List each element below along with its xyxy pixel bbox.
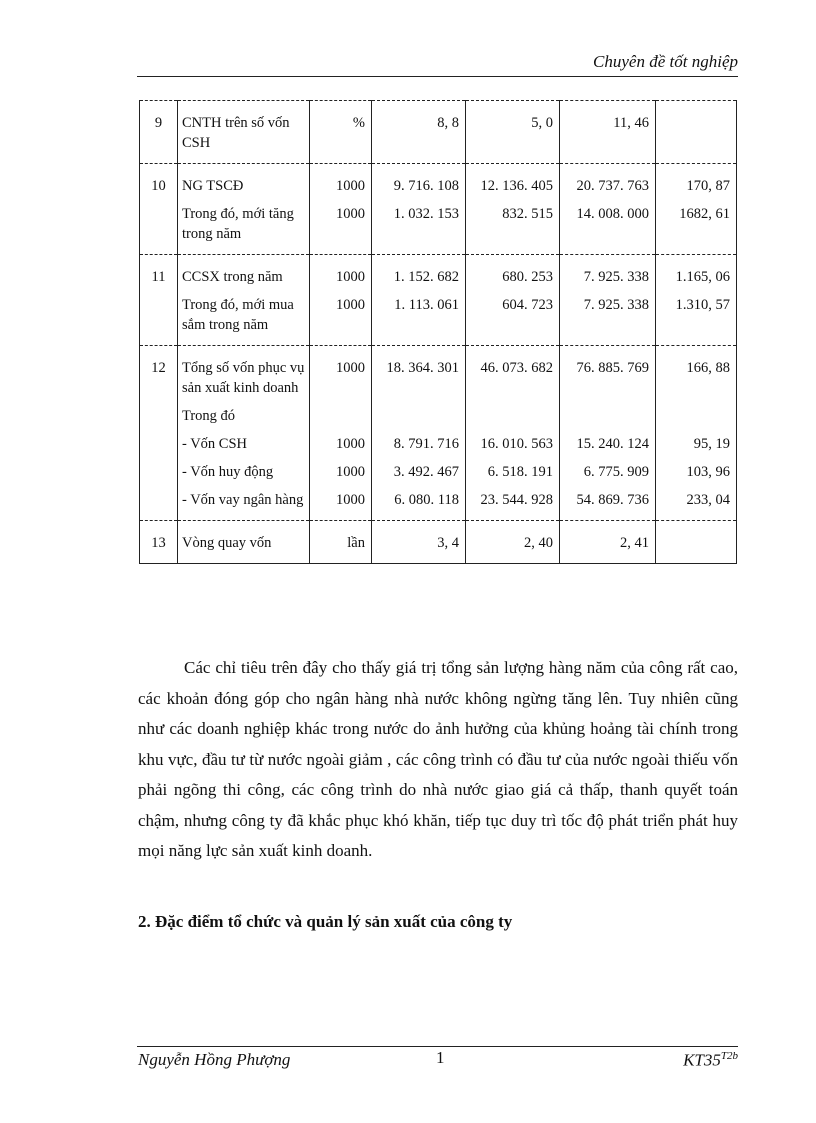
item-text: NG TSCĐ — [182, 178, 244, 194]
value-text: 1.165, 06 — [675, 269, 730, 285]
value-text: 7. 925. 338 — [583, 297, 649, 313]
cell-c1 — [372, 521, 466, 564]
cell-c1 — [372, 164, 466, 255]
cell-stt: 10 — [140, 164, 178, 255]
item-text: Trong đó — [182, 408, 236, 424]
value-text: 5, 0 — [531, 115, 553, 131]
item-text: Tổng số vốn phục vụ sản xuất kinh doanh — [182, 360, 305, 396]
value-text: 11, 46 — [613, 115, 649, 131]
value-text: 604. 723 — [502, 297, 553, 313]
cell-c4 — [656, 164, 737, 255]
item-text: - Vốn vay ngân hàng — [182, 492, 304, 508]
cell-c4 — [656, 101, 737, 164]
value-text: 1.310, 57 — [675, 297, 730, 313]
page-header-title: Chuyên đề tốt nghiệp — [593, 52, 738, 71]
cell-c1 — [372, 255, 466, 346]
value-text: 1000 — [336, 178, 365, 194]
body-paragraph — [138, 653, 738, 867]
value-text: 6. 080. 118 — [394, 492, 459, 508]
value-text: 2, 41 — [620, 535, 649, 551]
cell-item — [178, 346, 310, 521]
cell-c3 — [560, 346, 656, 521]
cell-c4 — [656, 521, 737, 564]
value-text: 1000 — [336, 269, 365, 285]
data-table — [139, 100, 737, 564]
item-text: Trong đó, mới mua sắm trong năm — [182, 297, 294, 333]
table-row — [140, 346, 737, 521]
cell-c3 — [560, 101, 656, 164]
value-text: 8. 791. 716 — [393, 436, 459, 452]
footer-rule — [137, 1046, 738, 1047]
value-text: 166, 88 — [686, 360, 730, 376]
value-text: 23. 544. 928 — [480, 492, 553, 508]
value-text: 6. 775. 909 — [583, 464, 649, 480]
value-text: 1000 — [336, 297, 365, 313]
item-text: - Vốn CSH — [182, 436, 247, 452]
value-text: 95, 19 — [693, 436, 730, 452]
cell-stt: 13 — [140, 521, 178, 564]
value-text: 46. 073. 682 — [480, 360, 553, 376]
value-text: lần — [347, 535, 365, 551]
cell-unit — [310, 346, 372, 521]
cell-unit — [310, 164, 372, 255]
value-text: 1000 — [336, 206, 365, 222]
cell-item — [178, 101, 310, 164]
value-text: 1. 152. 682 — [393, 269, 459, 285]
cell-c1 — [372, 101, 466, 164]
cell-c4 — [656, 346, 737, 521]
item-text: - Vốn huy động — [182, 464, 274, 480]
cell-c3 — [560, 521, 656, 564]
item-text: CCSX trong năm — [182, 269, 283, 285]
value-text: 8, 8 — [437, 115, 459, 131]
value-text: 6. 518. 191 — [487, 464, 553, 480]
value-text: 54. 869. 736 — [576, 492, 649, 508]
cell-item — [178, 255, 310, 346]
cell-c2 — [466, 255, 560, 346]
table-row — [140, 101, 737, 164]
value-text: 1. 113. 061 — [394, 297, 459, 313]
footer-code — [683, 1050, 738, 1071]
value-text: 9. 716. 108 — [393, 178, 459, 194]
body-paragraph-text: Các chỉ tiêu trên đây cho thấy giá trị tổng sản lượng hàng năm của công rất cao, các khoản đóng góp cho ngân hàng nhà nước không ngừng tăng lên. Tuy nhiên cũng như các doanh nghiệp khác trong nước do ảnh hưởng của khủng hoảng tài chính trong khu vực, đầu tư từ nước ngoài giảm , các công trình có đầu tư của nước ngoài thiếu vốn phải ngõng thi công, các công trình do nhà nước giao giá cả thấp, thanh quyết toán chậm, nhưng công ty đã khắc phục khó khăn, tiếp tục duy trì tốc độ phát triển phát huy mọi năng lực sản xuất kinh doanh. — [138, 658, 738, 860]
value-text: 1000 — [336, 360, 365, 376]
table-row — [140, 521, 737, 564]
cell-c4 — [656, 255, 737, 346]
value-text: 1000 — [336, 492, 365, 508]
cell-item — [178, 521, 310, 564]
cell-c1 — [372, 346, 466, 521]
value-text: 18. 364. 301 — [386, 360, 459, 376]
footer-code-sup: T2b — [720, 1050, 738, 1062]
cell-c2 — [466, 101, 560, 164]
value-text: 103, 96 — [686, 464, 730, 480]
cell-c3 — [560, 255, 656, 346]
value-text: 1000 — [336, 464, 365, 480]
cell-unit — [310, 255, 372, 346]
cell-stt: 11 — [140, 255, 178, 346]
value-text: 76. 885. 769 — [576, 360, 649, 376]
data-table-container — [139, 100, 736, 564]
value-text: 1682, 61 — [679, 206, 730, 222]
table-row — [140, 164, 737, 255]
value-text: 680. 253 — [502, 269, 553, 285]
value-text: 3. 492. 467 — [393, 464, 459, 480]
footer-author: Nguyễn Hồng Phượng — [138, 1050, 291, 1069]
value-text: 16. 010. 563 — [480, 436, 553, 452]
value-text — [660, 533, 730, 553]
value-text — [660, 113, 730, 133]
value-text: % — [352, 115, 365, 131]
cell-stt: 9 — [140, 101, 178, 164]
value-text: 14. 008. 000 — [576, 206, 649, 222]
value-text: 2, 40 — [524, 535, 553, 551]
value-text: 832. 515 — [502, 206, 553, 222]
section-heading: 2. Đặc điểm tổ chức và quản lý sản xuất của công ty — [138, 912, 513, 931]
cell-unit — [310, 101, 372, 164]
cell-stt: 12 — [140, 346, 178, 521]
value-text: 7. 925. 338 — [583, 269, 649, 285]
value-text: 170, 87 — [686, 178, 730, 194]
cell-c2 — [466, 164, 560, 255]
table-row — [140, 255, 737, 346]
cell-unit — [310, 521, 372, 564]
cell-item — [178, 164, 310, 255]
page-number: 1 — [436, 1048, 445, 1067]
value-text: 20. 737. 763 — [576, 178, 649, 194]
value-text: 1000 — [336, 436, 365, 452]
value-text: 15. 240. 124 — [576, 436, 649, 452]
footer-code-text: KT35 — [683, 1050, 721, 1070]
item-text: Trong đó, mới tăng trong năm — [182, 206, 294, 242]
value-text: 3, 4 — [437, 535, 459, 551]
value-text: 1. 032. 153 — [393, 206, 459, 222]
cell-c2 — [466, 521, 560, 564]
cell-c3 — [560, 164, 656, 255]
value-text: 12. 136. 405 — [480, 178, 553, 194]
item-text: CNTH trên số vốn CSH — [182, 115, 290, 151]
cell-c2 — [466, 346, 560, 521]
item-text: Vòng quay vốn — [182, 535, 272, 551]
header-rule — [137, 76, 738, 77]
value-text: 233, 04 — [686, 492, 730, 508]
